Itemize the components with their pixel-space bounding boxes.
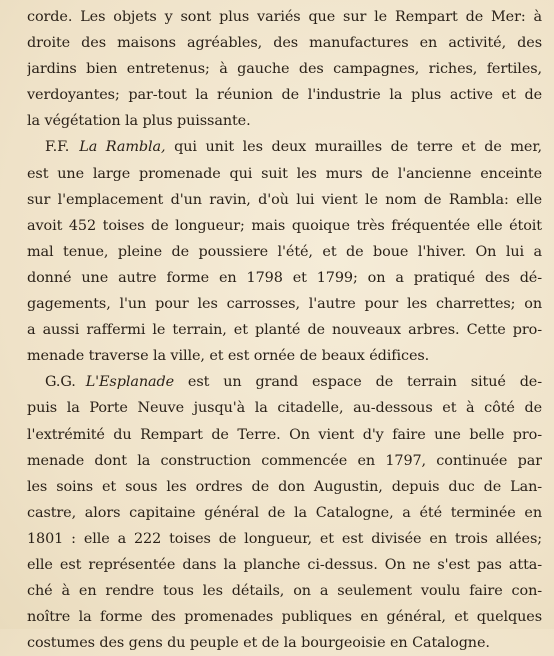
text-line: menade dont la construction commencée en 1797, continuée par (27, 452, 542, 469)
text-line: castre, alors capitaine général de la Catalogne, a été terminée en (27, 504, 542, 521)
text-line: les soins et sous les ordres de don Augustin, depuis duc de Lan- (27, 478, 542, 495)
text-line: elle est représentée dans la planche ci-dessus. On ne s'est pas atta- (27, 556, 542, 573)
text-line: gagements, l'un pour les carrosses, l'autre pour les charrettes; on (27, 296, 542, 313)
paragraph-1 (27, 4, 542, 134)
text-line: costumes des gens du peuple et de la bourgeoisie en Catalogne. (27, 635, 490, 652)
section-title: La Rambla, (79, 139, 166, 156)
text-fragment: est un grand espace de terrain situé de- (174, 374, 542, 391)
section-marker: G.G. (45, 374, 76, 391)
text-line: mal tenue, pleine de poussiere l'été, et de boue l'hiver. On lui a (27, 243, 542, 260)
text-line: ché à en rendre tous les détails, on a seulement voulu faire con- (27, 583, 542, 600)
text-line: sur l'emplacement d'un ravin, d'où lui vient le nom de Rambla: elle (27, 191, 542, 208)
text-line: la végétation la plus puissante. (27, 113, 251, 130)
text-fragment: qui unit les deux murailles de terre et de mer, (165, 139, 542, 156)
text-line: menade traverse la ville, et est ornée de beaux édifices. (27, 348, 430, 365)
section-marker: F.F. (45, 139, 70, 156)
text-line: 1801 : elle a 222 toises de longueur, et est divisée en trois allées; (27, 530, 542, 547)
text-line: puis la Porte Neuve jusqu'à la citadelle, au-dessous et à côté de (27, 400, 542, 417)
text-line (27, 134, 542, 160)
text-line: jardins bien entretenus; à gauche des campagnes, riches, fertiles, (27, 61, 542, 78)
paragraph-esplanade (27, 369, 542, 656)
text-line (27, 369, 542, 395)
text-line: verdoyantes; par-tout la réunion de l'industrie la plus active et de (27, 87, 542, 104)
section-title: L'Esplanade (85, 374, 174, 391)
text-line: droite des maisons agréables, des manufactures en activité, des (27, 35, 542, 52)
paragraph-rambla (27, 134, 542, 369)
text-line: a aussi raffermi le terrain, et planté de nouveaux arbres. Cette pro- (27, 322, 542, 339)
text-line: l'extrémité du Rempart de Terre. On vient d'y faire une belle pro- (27, 426, 542, 443)
text-line: avoit 452 toises de longueur; mais quoique très fréquentée elle étoit (27, 217, 542, 234)
text-line: noître la forme des promenades publiques en général, et quelques (27, 609, 542, 626)
text-line: corde. Les objets y sont plus variés que sur le Rempart de Mer: à (27, 9, 542, 25)
text-line: est une large promenade qui suit les murs de l'ancienne enceinte (27, 165, 542, 182)
text-line: donné une autre forme en 1798 et 1799; on a pratiqué des dé- (27, 269, 542, 286)
